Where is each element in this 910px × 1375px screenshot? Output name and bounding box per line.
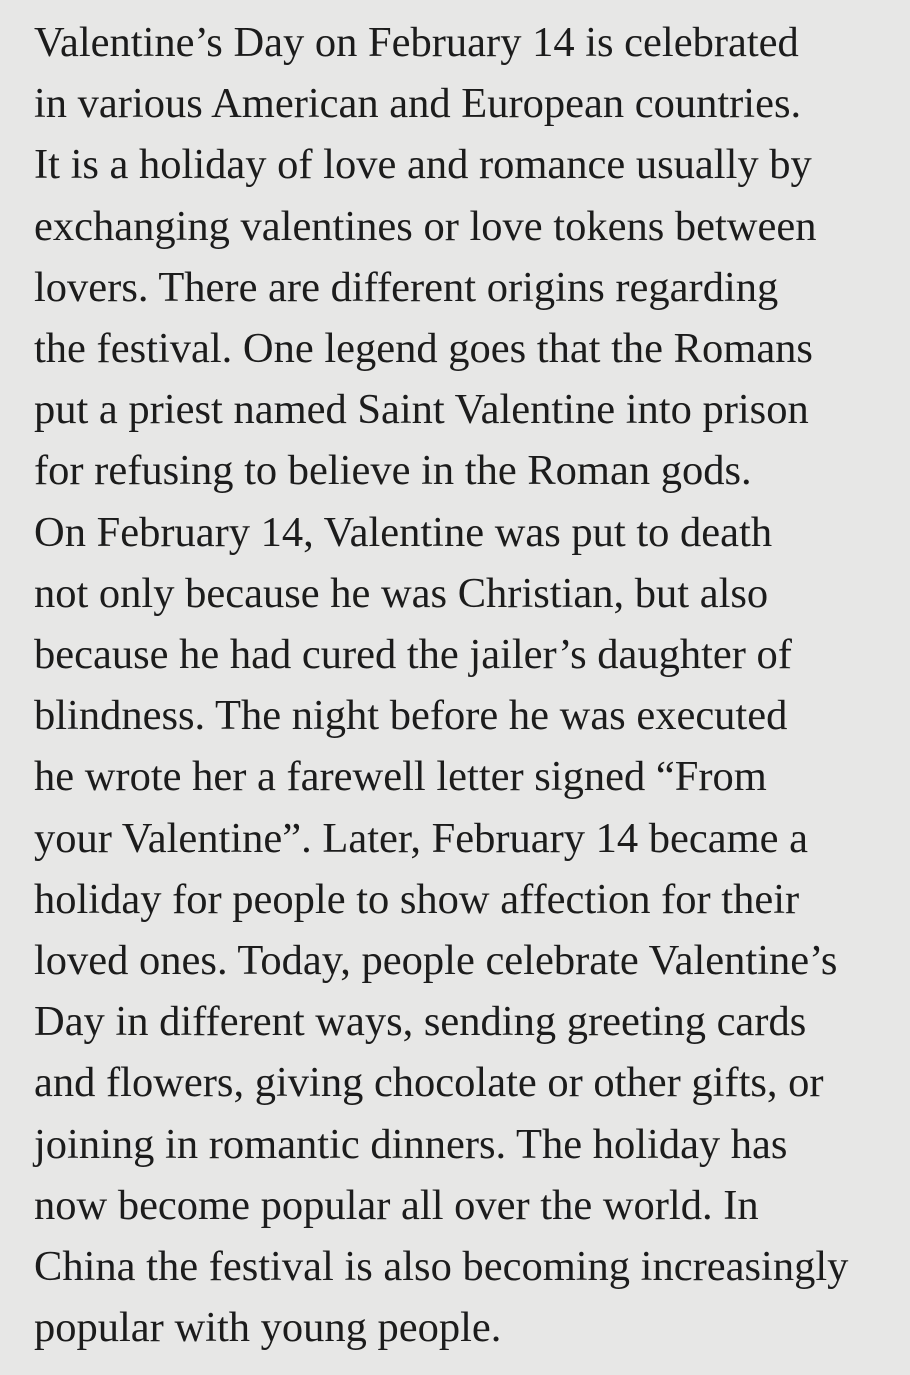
passage-line: Day in different ways, sending greeting cards — [34, 998, 807, 1046]
passage-line: On February 14, Valentine was put to death — [34, 508, 773, 556]
passage-line: not only because he was Christian, but also — [34, 569, 769, 617]
passage-line: in various American and European countries. — [34, 80, 802, 128]
passage-line: It is a holiday of love and romance usually by — [34, 141, 812, 189]
passage-line: lovers. There are different origins regarding — [34, 263, 779, 311]
passage-line: because he had cured the jailer’s daughter of — [34, 631, 792, 679]
passage-line: put a priest named Saint Valentine into prison — [34, 386, 809, 434]
passage-line: blindness. The night before he was executed — [34, 692, 788, 740]
passage-line: China the festival is also becoming increasingly — [34, 1243, 849, 1291]
passage-line: and flowers, giving chocolate or other gifts, or — [34, 1059, 824, 1107]
passage-text — [34, 12, 894, 1358]
passage-line: now become popular all over the world. In — [34, 1181, 759, 1229]
passage-line: loved ones. Today, people celebrate Valentine’s — [34, 937, 838, 985]
passage-line: joining in romantic dinners. The holiday has — [34, 1120, 788, 1168]
passage-line: he wrote her a farewell letter signed “From — [34, 753, 767, 801]
passage-line: exchanging valentines or love tokens between — [34, 202, 817, 250]
passage-line: for refusing to believe in the Roman gods. — [34, 447, 752, 495]
passage-line: popular with young people. — [34, 1304, 502, 1352]
passage-line: the festival. One legend goes that the Romans — [34, 325, 813, 373]
passage-line: holiday for people to show affection for their — [34, 875, 800, 923]
passage-line: Valentine’s Day on February 14 is celebrated — [34, 19, 799, 66]
passage-line: your Valentine”. Later, February 14 became a — [34, 814, 808, 862]
